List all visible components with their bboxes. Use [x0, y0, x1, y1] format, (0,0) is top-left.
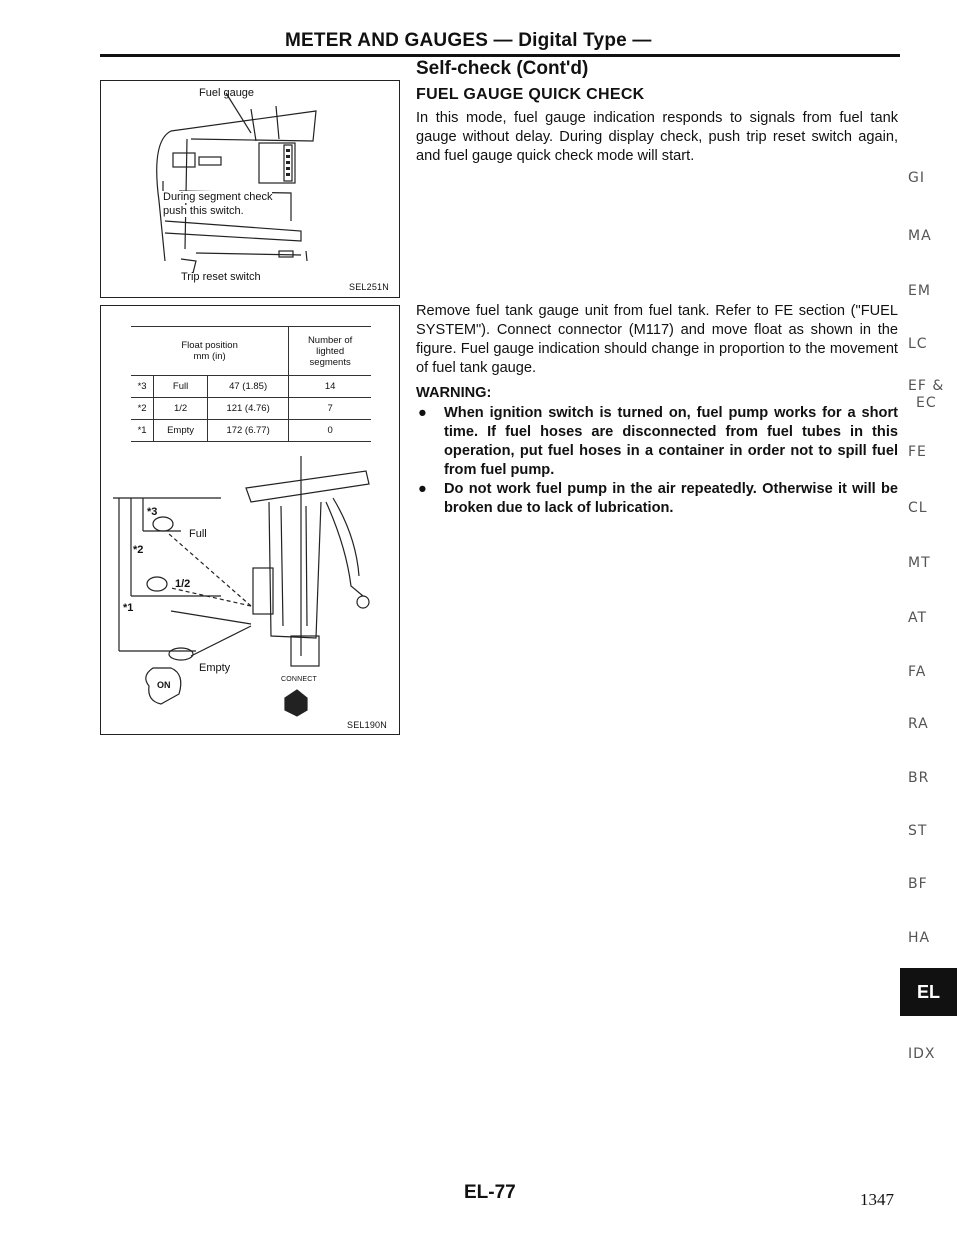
warning-text: When ignition switch is turned on, fuel pump works for a short time. If fuel hoses are disconnected from fuel tubes in this operation, put fuel hoses in a container in order not to spill fuel from fuel pump.	[444, 405, 898, 478]
row-mm: 121 (4.76)	[207, 398, 288, 420]
label-trip-reset: Trip reset switch	[181, 271, 261, 283]
label-half: 1/2	[175, 578, 191, 590]
label-mark-2: *2	[133, 544, 144, 556]
page-header-title: METER AND GAUGES — Digital Type —	[285, 30, 652, 51]
figure2-code: SEL190N	[347, 720, 387, 730]
figure1-code: SEL251N	[349, 282, 389, 292]
section-title: Self-check (Cont'd)	[416, 58, 589, 79]
row-segments: 14	[289, 376, 371, 398]
label-fuel-gauge: Fuel gauge	[199, 87, 255, 99]
row-mm: 47 (1.85)	[207, 376, 288, 398]
tab-ma[interactable]: MA	[908, 228, 932, 244]
tab-lc[interactable]: LC	[908, 336, 928, 352]
bullet-icon: ●	[418, 405, 427, 421]
row-segments: 7	[289, 398, 371, 420]
paragraph-procedure: Remove fuel tank gauge unit from fuel tank. Refer to FE section ("FUEL SYSTEM"). Connect connector (M117) and move float as shown in the figure. Fuel gauge indication should change in proportion to the movement of fuel tank gauge.	[416, 303, 898, 376]
warning-heading: WARNING:	[416, 385, 492, 401]
tab-gi[interactable]: GI	[908, 170, 925, 186]
tab-bf[interactable]: BF	[908, 876, 928, 892]
header-segments-line3: segments	[309, 356, 351, 368]
tab-cl[interactable]: CL	[908, 500, 928, 516]
tab-mt[interactable]: MT	[908, 555, 931, 571]
label-full: Full	[189, 528, 207, 540]
gauge-unit-illustration	[101, 306, 401, 736]
tab-br[interactable]: BR	[908, 770, 930, 786]
header-segments-line1: Number of	[307, 334, 353, 346]
label-connect: CONNECT	[281, 676, 318, 683]
tab-at[interactable]: AT	[908, 610, 928, 626]
paragraph-quick-check: In this mode, fuel gauge indication responds to signals from fuel tank gauge without delay. During display check, push trip reset switch again, and fuel gauge quick check mode will start.	[416, 110, 898, 164]
meter-illustration	[101, 81, 401, 299]
header-position-line2: mm (in)	[193, 351, 226, 362]
label-instruction-line1: During segment check	[163, 191, 273, 203]
subsection-title: FUEL GAUGE QUICK CHECK	[416, 86, 645, 103]
tab-fa[interactable]: FA	[908, 664, 927, 680]
header-position-line1: Float position	[181, 340, 238, 351]
label-instruction-line2: push this switch.	[163, 205, 244, 217]
row-mark: *1	[131, 420, 154, 442]
tab-ef-ec-line1: EF &	[908, 378, 945, 394]
row-segments: 0	[289, 420, 371, 442]
header-rule	[100, 54, 900, 57]
label-empty: Empty	[199, 662, 231, 674]
tab-ra[interactable]: RA	[908, 716, 929, 732]
label-on: ON	[157, 680, 171, 690]
label-mark-3: *3	[147, 506, 158, 518]
tab-idx[interactable]: IDX	[908, 1046, 936, 1062]
figure-float-position	[100, 305, 400, 735]
row-level: Full	[154, 376, 208, 398]
tab-el-active[interactable]: EL	[900, 968, 957, 1016]
tab-fe[interactable]: FE	[908, 444, 927, 460]
row-mm: 172 (6.77)	[207, 420, 288, 442]
row-level: 1/2	[154, 398, 208, 420]
tab-st[interactable]: ST	[908, 823, 928, 839]
row-mark: *3	[131, 376, 154, 398]
figure-meter	[100, 80, 400, 298]
tab-ef-ec[interactable]	[908, 378, 948, 412]
page-number: 1347	[860, 1190, 894, 1209]
tab-ef-ec-line2: EC	[916, 395, 937, 411]
bullet-icon: ●	[418, 481, 427, 497]
tab-ha[interactable]: HA	[908, 930, 931, 946]
label-mark-1: *1	[123, 602, 134, 614]
header-segments-line2: lighted	[316, 345, 345, 357]
tab-em[interactable]: EM	[908, 283, 931, 299]
row-mark: *2	[131, 398, 154, 420]
page-code: EL-77	[464, 1182, 516, 1203]
warning-text: Do not work fuel pump in the air repeatedly. Otherwise it will be broken due to lack of lubrication.	[444, 481, 898, 516]
row-level: Empty	[154, 420, 208, 442]
